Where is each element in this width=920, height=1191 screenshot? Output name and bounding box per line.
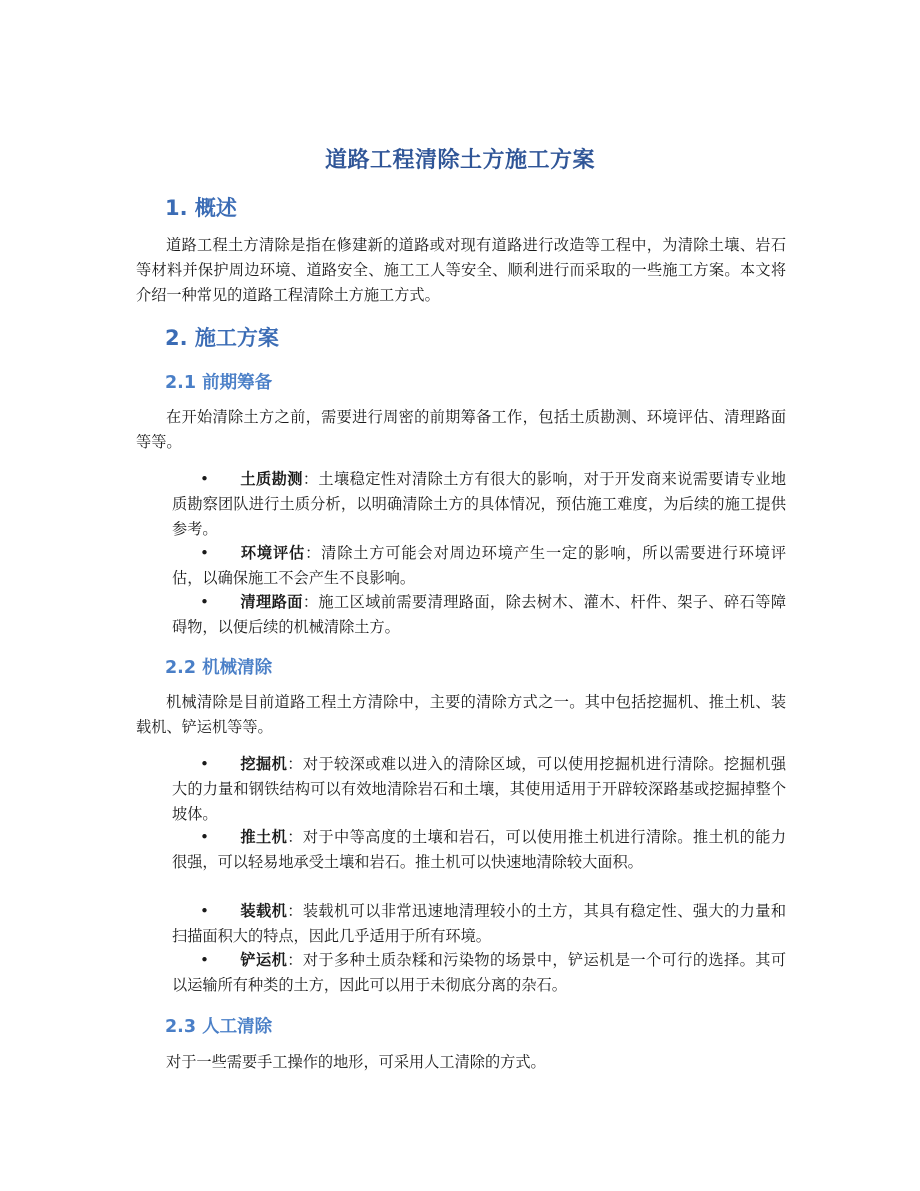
bullet-icon: • — [200, 755, 209, 773]
heading-mechanical-clearing: 2.2 机械清除 — [165, 658, 273, 678]
list-item — [172, 948, 786, 998]
bullet-term: 环境评估 — [240, 544, 306, 562]
bullet-term: 铲运机 — [240, 951, 288, 969]
bullet-text: ：装载机可以非常迅速地清理较小的土方，其具有稳定性、强大的力量和扫描面积大的特点，因此几乎适用于所有环境。 — [172, 902, 787, 945]
bullet-text: ：土壤稳定性对清除土方有很大的影响，对于开发商来说需要请专业地质勘察团队进行土质分析，以明确清除土方的具体情况，预估施工难度，为后续的施工提供参考。 — [172, 470, 787, 538]
bullet-text: ：清除土方可能会对周边环境产生一定的影响，所以需要进行环境评估，以确保施工不会产生不良影响。 — [172, 544, 787, 587]
list-item — [172, 467, 786, 542]
heading-overview: 1. 概述 — [165, 196, 237, 220]
bullet-term: 推土机 — [240, 828, 288, 846]
bullet-icon: • — [200, 544, 209, 562]
bullet-term: 挖掘机 — [240, 755, 288, 773]
bullet-text: ：施工区域前需要清理路面，除去树木、灌木、杆件、架子、碎石等障碍物，以便后续的机械清除土方。 — [172, 593, 787, 636]
bullet-text: ：对于多种土质杂糅和污染物的场景中，铲运机是一个可行的选择。其可以运输所有种类的土方，因此可以用于未彻底分离的杂石。 — [172, 951, 787, 994]
list-item — [172, 752, 786, 827]
heading-manual-clearing: 2.3 人工清除 — [165, 1017, 273, 1037]
paragraph-overview: 道路工程土方清除是指在修建新的道路或对现有道路进行改造等工程中，为清除土壤、岩石等材料并保护周边环境、道路安全、施工工人等安全、顺利进行而采取的一些施工方案。本文将介绍一种常见的道路工程清除土方施工方式。 — [136, 236, 786, 304]
bullet-icon: • — [200, 593, 209, 611]
list-item — [172, 590, 786, 640]
bullet-icon: • — [200, 902, 209, 920]
bullet-icon: • — [200, 828, 209, 846]
bullet-icon: • — [200, 470, 209, 488]
heading-construction-plan: 2. 施工方案 — [165, 326, 279, 350]
paragraph-mechanical-clearing: 机械清除是目前道路工程土方清除中，主要的清除方式之一。其中包括挖掘机、推土机、装载机、铲运机等等。 — [136, 693, 786, 736]
bullet-term: 装载机 — [240, 902, 288, 920]
list-item — [172, 899, 786, 949]
list-item — [172, 825, 786, 875]
bullet-term: 清理路面 — [240, 593, 303, 611]
paragraph-manual-clearing: 对于一些需要手工操作的地形，可采用人工清除的方式。 — [166, 1053, 546, 1071]
heading-preparation: 2.1 前期筹备 — [165, 373, 273, 393]
bullet-text: ：对于较深或难以进入的清除区域，可以使用挖掘机进行清除。挖掘机强大的力量和钢铁结构可以有效地清除岩石和土壤，其使用适用于开辟较深路基或挖掘掉整个坡体。 — [172, 755, 787, 823]
bullet-term: 土质勘测 — [240, 470, 303, 488]
list-item — [172, 541, 786, 591]
bullet-icon: • — [200, 951, 209, 969]
document-title: 道路工程清除土方施工方案 — [324, 148, 595, 173]
bullet-text: ：对于中等高度的土壤和岩石，可以使用推土机进行清除。推土机的能力很强，可以轻易地承受土壤和岩石。推土机可以快速地清除较大面积。 — [172, 828, 787, 871]
paragraph-preparation: 在开始清除土方之前，需要进行周密的前期筹备工作，包括土质勘测、环境评估、清理路面等等。 — [136, 408, 786, 451]
